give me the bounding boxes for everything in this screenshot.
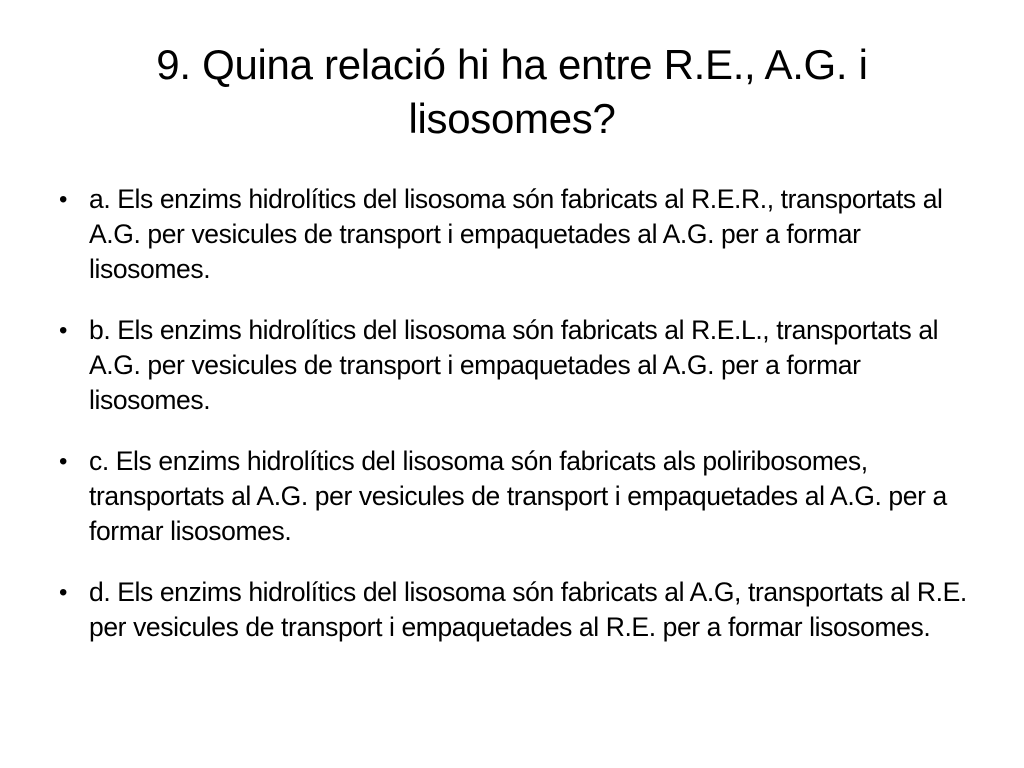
option-d: [57, 575, 969, 645]
option-a-text: a. Els enzims hidrolítics del lisosoma són fabricats al R.E.R., transportats al A.G. per vesicules de transport i empaquetades al A.G. per a formar lisosomes.: [89, 184, 943, 284]
option-c: [57, 444, 969, 549]
option-b: [57, 313, 969, 418]
slide-title: 9. Quina relació hi ha entre R.E., A.G. i lisosomes?: [156, 41, 868, 142]
bullet-icon: •: [59, 448, 68, 475]
option-b-text: b. Els enzims hidrolítics del lisosoma són fabricats al R.E.L., transportats al A.G. per vesicules de transport i empaquetades al A.G. per a formar lisosomes.: [89, 315, 939, 415]
bullet-icon: •: [59, 186, 68, 213]
option-d-text: d. Els enzims hidrolítics del lisosoma són fabricats al A.G, transportats al R.E. per vesicules de transport i empaquetades al R.E. per a formar lisosomes.: [89, 577, 967, 642]
bullet-icon: •: [59, 317, 68, 344]
option-c-text: c. Els enzims hidrolítics del lisosoma són fabricats als poliribosomes, transportats al A.G. per vesicules de transport i empaquetades al A.G. per a formar lisosomes.: [89, 446, 947, 546]
bullet-icon: •: [59, 579, 68, 606]
answer-options-list: [57, 182, 969, 671]
option-a: [57, 182, 969, 287]
